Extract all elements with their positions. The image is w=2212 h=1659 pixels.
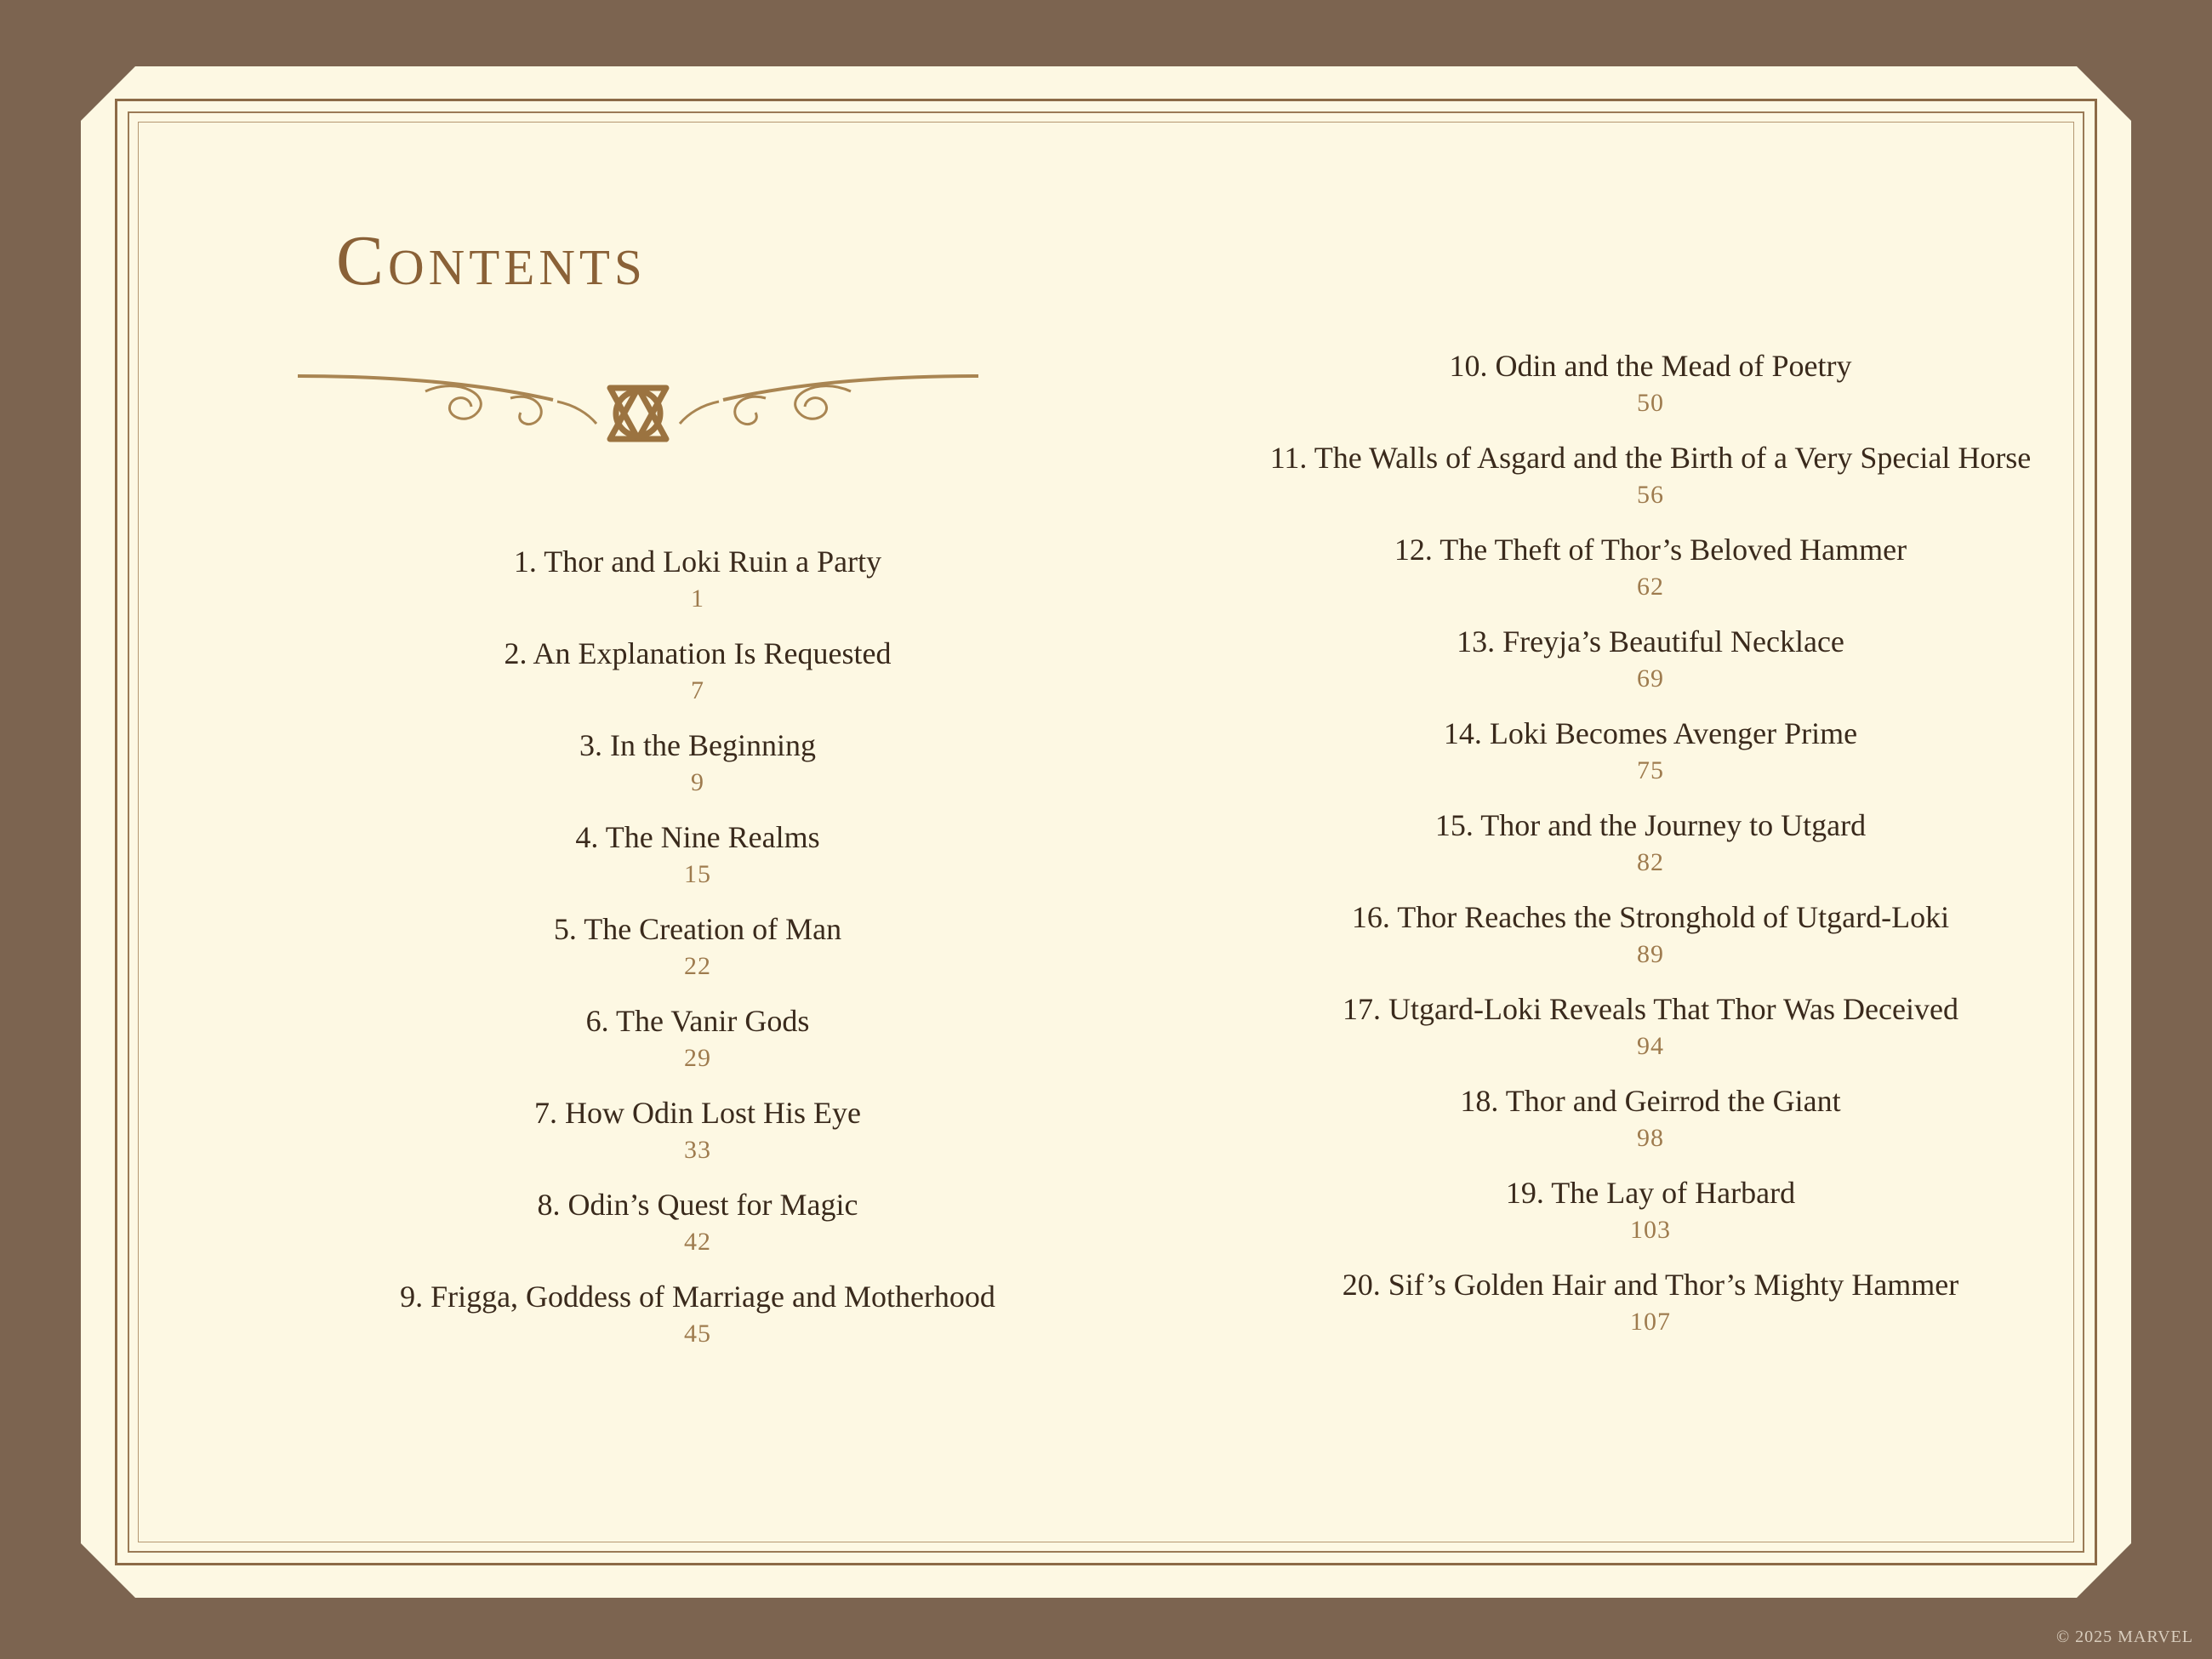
toc-entry-title: 14. Loki Becomes Avenger Prime <box>1443 716 1858 750</box>
toc-entry[interactable] <box>1178 1174 2123 1245</box>
toc-entry-page: 7 <box>691 676 704 704</box>
toc-entry[interactable] <box>1178 1082 2123 1153</box>
toc-entry-title: 11. The Walls of Asgard and the Birth of a Very Special Horse <box>1269 441 2032 475</box>
toc-entry-page: 82 <box>1637 848 1664 876</box>
toc-entry[interactable] <box>1178 347 2123 418</box>
toc-entry-title: 16. Thor Reaches the Stronghold of Utgard-Loki <box>1351 900 1950 934</box>
toc-entry-title: 8. Odin’s Quest for Magic <box>537 1188 858 1222</box>
toc-entry[interactable] <box>1178 898 2123 969</box>
toc-entry-page: 1 <box>691 584 704 613</box>
toc-entry-title: 17. Utgard-Loki Reveals That Thor Was Deceived <box>1343 992 1958 1026</box>
toc-entry-page: 94 <box>1637 1032 1664 1060</box>
toc-entry[interactable] <box>225 543 1170 613</box>
toc-entry[interactable] <box>1178 439 2123 510</box>
toc-entry[interactable] <box>1178 990 2123 1061</box>
toc-entry[interactable] <box>225 818 1170 889</box>
toc-entry-title: 15. Thor and the Journey to Utgard <box>1434 808 1867 842</box>
toc-right-column <box>1178 347 2123 1358</box>
toc-entry-page: 69 <box>1637 664 1664 693</box>
toc-entry-title: 20. Sif’s Golden Hair and Thor’s Mighty Hammer <box>1342 1268 1959 1302</box>
toc-entry[interactable] <box>225 910 1170 981</box>
toc-entry-title: 1. Thor and Loki Ruin a Party <box>513 544 882 579</box>
page-title: Contents <box>336 221 647 300</box>
toc-entry[interactable] <box>225 1278 1170 1348</box>
book-page <box>81 66 2131 1598</box>
toc-entry-title: 7. How Odin Lost His Eye <box>534 1096 861 1130</box>
toc-entry-title: 6. The Vanir Gods <box>585 1004 810 1038</box>
toc-entry-page: 98 <box>1637 1124 1664 1152</box>
toc-entry-page: 29 <box>684 1044 711 1072</box>
toc-entry[interactable] <box>225 1094 1170 1165</box>
copyright-notice: © 2025 MARVEL <box>2055 1628 2193 1646</box>
toc-entry-page: 42 <box>684 1228 711 1256</box>
toc-entry[interactable] <box>1178 1266 2123 1337</box>
toc-entry-title: 13. Freyja’s Beautiful Necklace <box>1457 624 1844 658</box>
toc-entry-title: 12. The Theft of Thor’s Beloved Hammer <box>1394 533 1907 567</box>
toc-entry-page: 15 <box>684 860 711 888</box>
toc-entry-title: 9. Frigga, Goddess of Marriage and Motherhood <box>400 1280 995 1314</box>
toc-entry-page: 22 <box>684 952 711 980</box>
toc-entry[interactable] <box>1178 623 2123 693</box>
toc-entry-page: 9 <box>691 768 704 796</box>
toc-entry-page: 50 <box>1637 389 1664 417</box>
toc-entry-title: 4. The Nine Realms <box>575 820 820 854</box>
toc-entry[interactable] <box>225 1002 1170 1073</box>
toc-entry[interactable] <box>225 1186 1170 1257</box>
toc-entry[interactable] <box>1178 715 2123 785</box>
toc-entry-page: 45 <box>684 1320 711 1348</box>
toc-entry-page: 75 <box>1637 756 1664 784</box>
toc-entry[interactable] <box>225 727 1170 797</box>
toc-entry-page: 62 <box>1637 573 1664 601</box>
toc-entry-title: 18. Thor and Geirrod the Giant <box>1460 1084 1841 1118</box>
toc-entry-title: 19. The Lay of Harbard <box>1505 1176 1796 1210</box>
toc-entry[interactable] <box>225 635 1170 705</box>
toc-columns <box>81 66 2131 1598</box>
toc-entry-title: 3. In the Beginning <box>579 728 816 762</box>
toc-entry-page: 103 <box>1630 1216 1671 1244</box>
toc-left-column <box>225 543 1170 1370</box>
toc-entry-title: 2. An Explanation Is Requested <box>504 636 892 670</box>
toc-entry-page: 89 <box>1637 940 1664 968</box>
toc-entry-page: 33 <box>684 1136 711 1164</box>
toc-entry-page: 107 <box>1630 1308 1671 1336</box>
page-content <box>81 66 2131 1598</box>
toc-entry[interactable] <box>1178 807 2123 877</box>
toc-entry[interactable] <box>1178 531 2123 601</box>
toc-entry-page: 56 <box>1637 481 1664 509</box>
toc-entry-title: 10. Odin and the Mead of Poetry <box>1449 349 1852 383</box>
toc-entry-title: 5. The Creation of Man <box>553 912 842 946</box>
